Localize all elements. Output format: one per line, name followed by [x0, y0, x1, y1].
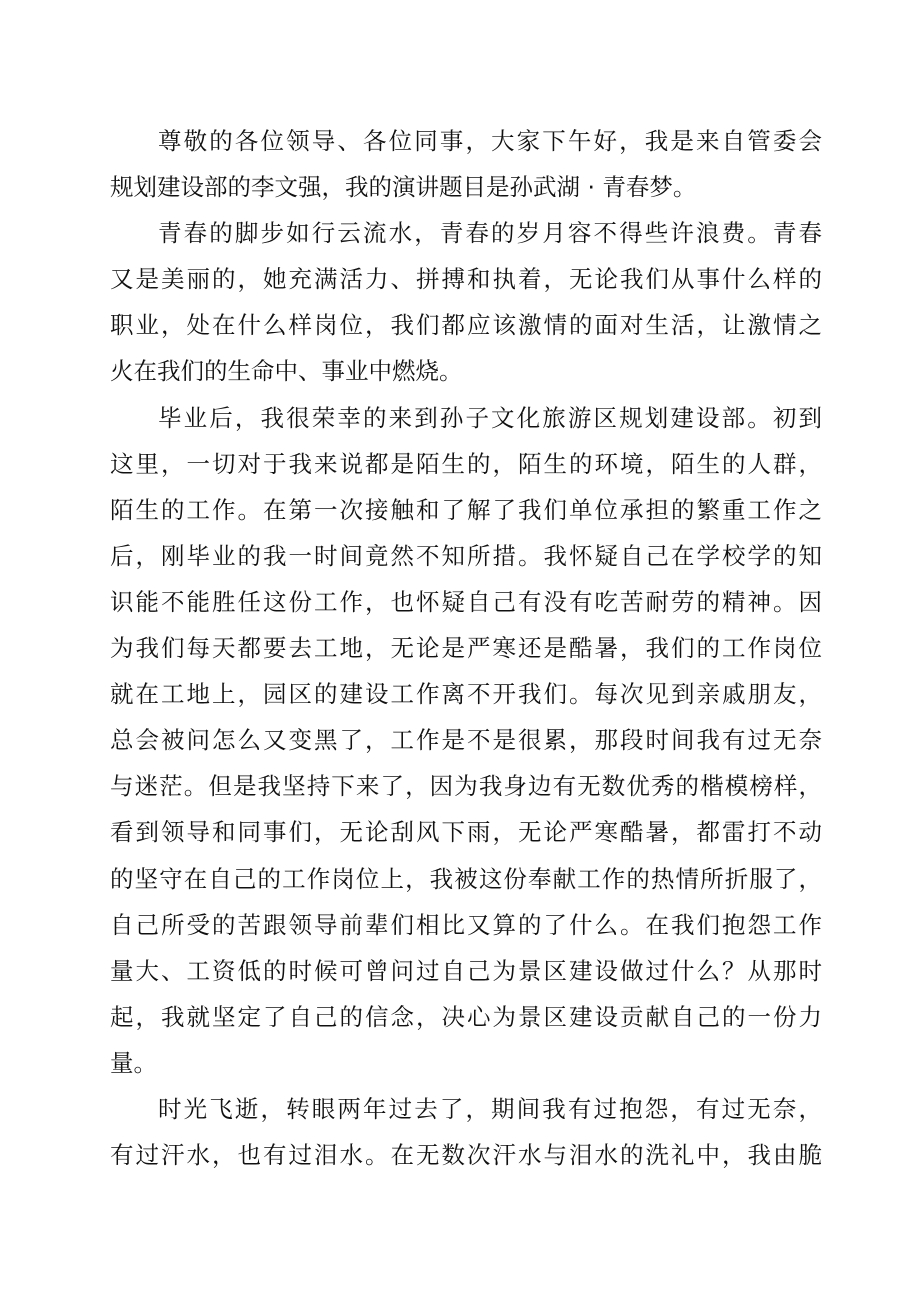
- text-line: 的坚守在自己的工作岗位上，我被这份奉献工作的热情所折服了，: [110, 864, 822, 893]
- text-line: 量大、工资低的时候可曾问过自己为景区建设做过什么？从那时: [110, 956, 822, 985]
- text-line: 陌生的工作。在第一次接触和了解了我们单位承担的繁重工作之: [110, 495, 822, 524]
- text-line: 尊敬的各位领导、各位同事，大家下午好，我是来自管委会: [158, 127, 822, 155]
- text-line: 看到领导和同事们，无论刮风下雨，无论严寒酷暑，都雷打不动: [110, 818, 822, 847]
- text-line: 又是美丽的，她充满活力、拼搏和执着，无论我们从事什么样的: [110, 265, 822, 294]
- text-line: 识能不能胜任这份工作，也怀疑自己有没有吃苦耐劳的精神。因: [110, 587, 822, 616]
- text-line: 为我们每天都要去工地，无论是严寒还是酷暑，我们的工作岗位: [110, 634, 822, 663]
- text-line: 职业，处在什么样岗位，我们都应该激情的面对生活，让激情之: [110, 311, 822, 340]
- text-line: 起，我就坚定了自己的信念，决心为景区建设贡献自己的一份力: [110, 1002, 822, 1031]
- text-line: 时光飞逝，转眼两年过去了，期间我有过抱怨，有过无奈，: [158, 1094, 822, 1123]
- text-line: 量。: [110, 1048, 157, 1077]
- text-line: 总会被问怎么又变黑了，工作是不是很累，那段时间我有过无奈: [110, 726, 822, 755]
- speech-text: [110, 118, 822, 1178]
- text-line: 这里，一切对于我来说都是陌生的，陌生的环境，陌生的人群，: [110, 449, 822, 478]
- text-line: 后，刚毕业的我一时间竟然不知所措。我怀疑自己在学校学的知: [110, 541, 822, 570]
- text-line: 自己所受的苦跟领导前辈们相比又算的了什么。在我们抱怨工作: [110, 910, 822, 939]
- text-line: 规划建设部的李文强，我的演讲题目是孙武湖 · 青春梦。: [110, 173, 697, 202]
- text-line: 毕业后，我很荣幸的来到孙子文化旅游区规划建设部。初到: [158, 403, 822, 432]
- text-line: 与迷茫。但是我坚持下来了，因为我身边有无数优秀的楷模榜样，: [110, 772, 822, 801]
- text-line: 有过汗水，也有过泪水。在无数次汗水与泪水的洗礼中，我由脆: [110, 1141, 822, 1170]
- text-line: 青春的脚步如行云流水，青春的岁月容不得些许浪费。青春: [158, 219, 822, 248]
- text-line: 火在我们的生命中、事业中燃烧。: [110, 357, 463, 386]
- text-line: 就在工地上，园区的建设工作离不开我们。每次见到亲戚朋友，: [110, 680, 822, 709]
